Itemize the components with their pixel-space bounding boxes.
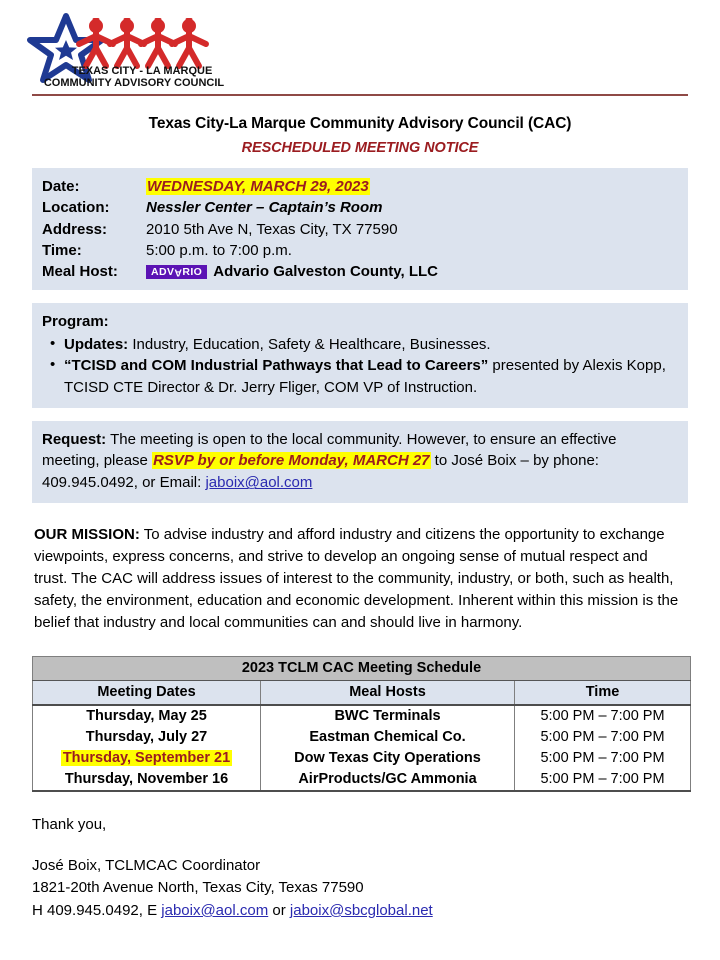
detail-label: Location: (42, 199, 110, 217)
program-item (64, 334, 678, 356)
detail-row-time (42, 240, 678, 261)
signature-block (32, 814, 688, 922)
request-email-link[interactable]: jaboix@aol.com (205, 474, 313, 492)
signer-name: José Boix, TCLMCAC Coordinator (32, 856, 261, 874)
detail-row-meal-host (42, 261, 678, 282)
detail-value: 2010 5th Ave N, Texas City, TX 77590 (146, 220, 398, 238)
program-item-bold: Updates: (64, 335, 129, 353)
cell-host: BWC Terminals (261, 705, 515, 727)
cac-logo (24, 10, 224, 90)
mission-text: To advise industry and afford industry and citizens the opportunity to exchange viewpoints, express concerns, and strive to develop an ongoing sense of mutual respect and trust. The CAC will address issues of interest to the community, industry, or both, such as health, safety, the environment, education and economic development. Inherent within this mission is the belief that industry and local communities can and should live in harmony. (34, 526, 679, 631)
meal-host-name: Advario Galveston County, LLC (213, 263, 438, 281)
request-text-after: to José Boix – by phone: 409.945.0492, or Email: (42, 452, 599, 492)
date-text: Thursday, November 16 (64, 771, 229, 788)
date-text: Thursday, May 25 (86, 707, 207, 724)
cell-time: 5:00 PM – 7:00 PM (515, 705, 691, 727)
advario-part2: RIO (182, 265, 203, 278)
program-list (42, 334, 678, 399)
program-item (64, 355, 678, 398)
table-title: 2023 TCLM CAC Meeting Schedule (33, 656, 691, 680)
date-text: Thursday, July 27 (85, 729, 208, 746)
cell-time: 5:00 PM – 7:00 PM (515, 769, 691, 791)
cell-date (33, 748, 261, 769)
thanks-line: Thank you, (32, 816, 107, 834)
cell-date (33, 769, 261, 791)
advario-logo (146, 265, 207, 280)
cell-time: 5:00 PM – 7:00 PM (515, 748, 691, 769)
cell-host: AirProducts/GC Ammonia (261, 769, 515, 791)
people-icon (79, 18, 206, 66)
mission-label: OUR MISSION: (34, 526, 140, 544)
detail-label: Time: (42, 241, 82, 259)
table-header-row (33, 680, 691, 705)
program-panel (32, 303, 688, 407)
header-divider (32, 94, 688, 96)
signer-address: 1821-20th Avenue North, Texas City, Texas 77590 (32, 879, 364, 897)
cell-date (33, 705, 261, 727)
date-highlight: WEDNESDAY, MARCH 29, 2023 (147, 178, 369, 195)
detail-value: 5:00 p.m. to 7:00 p.m. (146, 241, 292, 259)
cell-host: Dow Texas City Operations (261, 748, 515, 769)
logo-line2: COMMUNITY ADVISORY COUNCIL (43, 77, 224, 89)
request-label: Request: (42, 430, 107, 448)
request-text (42, 429, 678, 495)
table-row (33, 705, 691, 727)
column-header-dates: Meeting Dates (33, 680, 261, 705)
page-title: Texas City-La Marque Community Advisory Council (CAC) (148, 115, 572, 132)
signer-contact (32, 900, 688, 923)
detail-row-address (42, 219, 678, 240)
date-text-highlighted: Thursday, September 21 (62, 750, 231, 767)
detail-row-location (42, 197, 678, 218)
meeting-schedule-table (32, 656, 691, 793)
cell-host: Eastman Chemical Co. (261, 727, 515, 748)
detail-row-date (42, 176, 678, 197)
cell-time: 5:00 PM – 7:00 PM (515, 727, 691, 748)
program-heading: Program: (42, 313, 109, 331)
advario-part1: ADV (151, 265, 175, 278)
detail-label: Address: (42, 220, 108, 238)
contact-prefix: H 409.945.0492, E (32, 901, 162, 919)
table-row (33, 748, 691, 769)
logo-block (32, 0, 688, 92)
column-header-hosts: Meal Hosts (261, 680, 515, 705)
program-item-bold: “TCISD and COM Industrial Pathways that Lead to Careers” (64, 357, 489, 375)
column-header-time: Time (515, 680, 691, 705)
cell-date (33, 727, 261, 748)
page-subtitle: RESCHEDULED MEETING NOTICE (241, 140, 479, 156)
contact-separator: or (268, 901, 290, 919)
request-panel (32, 421, 688, 504)
program-item-text: Industry, Education, Safety & Healthcare, Businesses. (128, 335, 491, 353)
rsvp-highlight: RSVP by or before Monday, MARCH 27 (153, 452, 430, 470)
mission-statement (32, 524, 688, 633)
table-row (33, 769, 691, 791)
program-item-text: presented by Alexis Kopp, TCISD CTE Director & Dr. Jerry Fliger, COM VP of Instruction. (64, 357, 666, 396)
detail-label: Meal Host: (42, 263, 118, 281)
detail-value: Nessler Center – Captain’s Room (146, 199, 383, 217)
request-text-before: The meeting is open to the local community. However, to ensure an effective meeting, please (42, 430, 617, 470)
table-row (33, 727, 691, 748)
detail-label: Date: (42, 178, 80, 195)
cac-logo-graphic (24, 10, 224, 90)
logo-line1: TEXAS CITY - LA MARQUE (71, 65, 213, 77)
footer-email-link-2[interactable]: jaboix@sbcglobal.net (289, 901, 433, 919)
detail-value (146, 176, 370, 197)
table-title-row (33, 656, 691, 680)
meeting-details-panel (32, 168, 688, 290)
advario-inverted-a: A (174, 266, 183, 279)
footer-email-link-1[interactable]: jaboix@aol.com (161, 901, 269, 919)
